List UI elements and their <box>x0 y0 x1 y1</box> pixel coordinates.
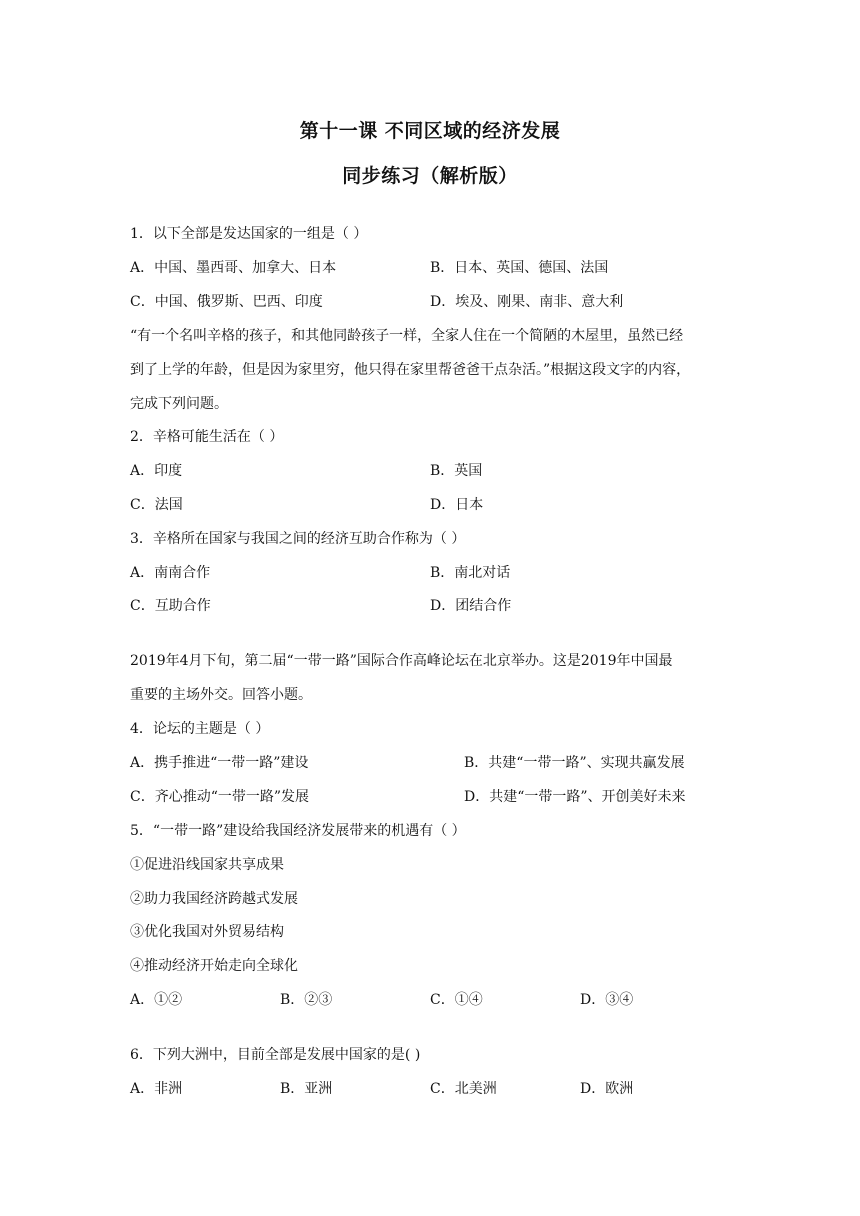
question-2-option-c: C．法国 <box>130 497 183 513</box>
question-5-stem: 5．“一带一路”建设给我国经济发展带来的机遇有（ ） <box>130 823 466 839</box>
question-4-option-c: C．齐心推动“一带一路”发展 <box>130 789 310 805</box>
passage-2-line: 重要的主场外交。回答小题。 <box>130 687 312 703</box>
question-5-item: ③优化我国对外贸易结构 <box>130 924 284 940</box>
question-1-option-c: C．中国、俄罗斯、巴西、印度 <box>130 294 323 310</box>
question-3-option-d: D．团结合作 <box>430 598 512 614</box>
question-2-option-b: B．英国 <box>430 463 483 479</box>
lesson-subtitle: 同步练习（解析版） <box>342 165 518 187</box>
question-5-option-c: C．①④ <box>430 992 483 1008</box>
question-6-option-d: D．欧洲 <box>580 1081 634 1097</box>
question-6-stem: 6．下列大洲中，目前全部是发展中国家的是( ) <box>130 1047 421 1063</box>
question-1-option-a: A．中国、墨西哥、加拿大、日本 <box>130 260 337 276</box>
lesson-title: 第十一课 不同区域的经济发展 <box>299 120 561 142</box>
passage-1-line: 到了上学的年龄，但是因为家里穷，他只得在家里帮爸爸干点杂活。”根据这段文字的内容， <box>130 362 691 378</box>
question-2-stem: 2．辛格可能生活在（ ） <box>130 429 284 445</box>
question-3-option-c: C．互助合作 <box>130 598 211 614</box>
question-5-option-b: B．②③ <box>280 992 333 1008</box>
question-5-item: ①促进沿线国家共享成果 <box>130 857 284 873</box>
question-5-item: ②助力我国经济跨越式发展 <box>130 891 298 907</box>
question-3-stem: 3．辛格所在国家与我国之间的经济互助合作称为（ ） <box>130 531 466 547</box>
question-5-item: ④推动经济开始走向全球化 <box>130 958 298 974</box>
question-4-option-d: D．共建“一带一路”、开创美好未来 <box>464 789 686 805</box>
passage-1-line: “有一个名叫辛格的孩子，和其他同龄孩子一样，全家人住在一个简陋的木屋里，虽然已经 <box>130 328 684 344</box>
question-3-option-a: A．南南合作 <box>130 565 211 581</box>
question-3-option-b: B．南北对话 <box>430 565 511 581</box>
question-4-option-b: B．共建“一带一路”、实现共赢发展 <box>464 755 685 771</box>
question-5-option-d: D．③④ <box>580 992 634 1008</box>
question-5-option-a: A．①② <box>130 992 183 1008</box>
question-6-option-b: B．亚洲 <box>280 1081 333 1097</box>
passage-2-line: 2019年4月下旬，第二届“一带一路”国际合作高峰论坛在北京举办。这是2019年中国最 <box>130 653 673 669</box>
question-1-option-d: D．埃及、刚果、南非、意大利 <box>430 294 624 310</box>
question-6-option-a: A．非洲 <box>130 1081 183 1097</box>
question-1-option-b: B．日本、英国、德国、法国 <box>430 260 609 276</box>
question-2-option-d: D．日本 <box>430 497 484 513</box>
question-6-option-c: C．北美洲 <box>430 1081 497 1097</box>
question-2-option-a: A．印度 <box>130 463 183 479</box>
passage-1-line: 完成下列问题。 <box>130 396 228 412</box>
question-1-stem: 1．以下全部是发达国家的一组是（ ） <box>130 226 368 242</box>
question-4-stem: 4．论坛的主题是（ ） <box>130 721 270 737</box>
question-4-option-a: A．携手推进“一带一路”建设 <box>130 755 309 771</box>
